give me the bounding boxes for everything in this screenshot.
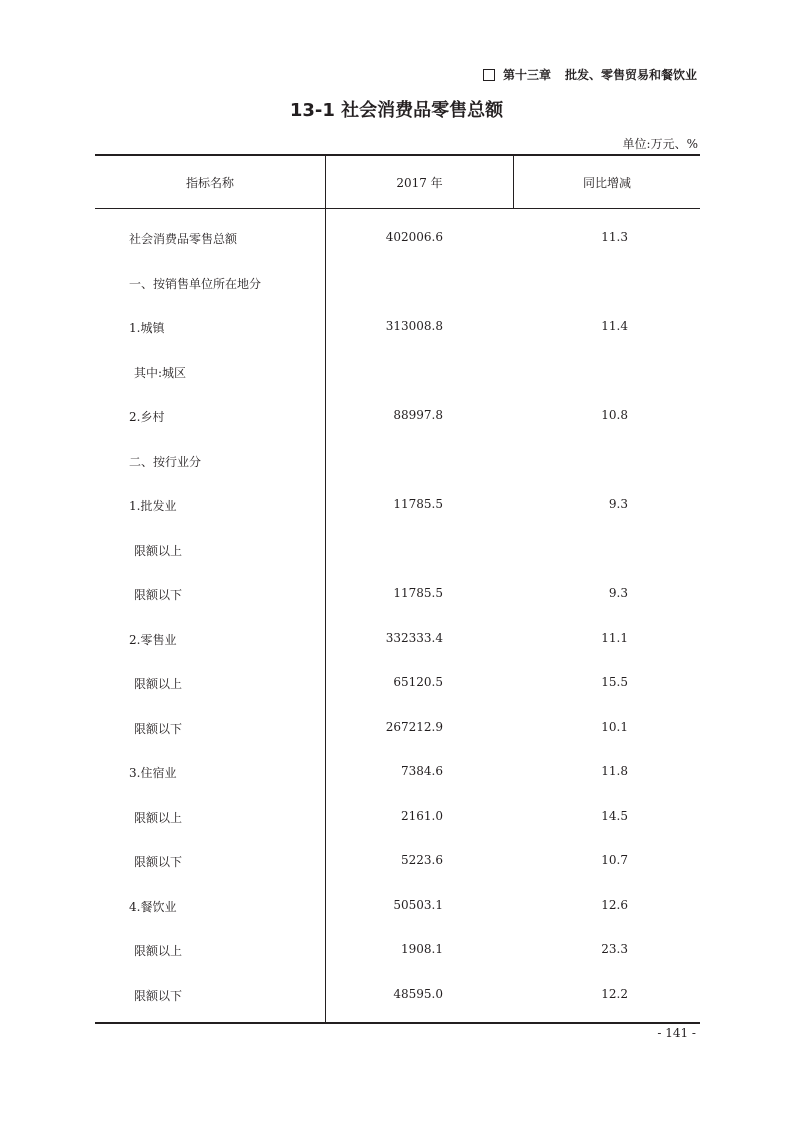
row-indicator-name: 2.乡村 — [129, 410, 165, 424]
row-indicator-name: 限额以上 — [134, 944, 183, 958]
row-indicator-name: 限额以下 — [134, 721, 183, 736]
row-value-yoy: 10.1 — [601, 719, 628, 734]
row-value-yoy: 14.5 — [601, 808, 628, 823]
row-value-yoy: 12.2 — [601, 986, 628, 1001]
table-row — [95, 809, 700, 829]
row-indicator-name: 限额以下 — [134, 855, 183, 869]
row-value-yoy: 11.8 — [601, 764, 628, 778]
row-indicator-name: 限额以上 — [134, 810, 183, 825]
row-value-2017: 11785.5 — [393, 497, 443, 511]
row-value-2017: 11785.5 — [393, 586, 443, 600]
row-indicator-name: 4.餐饮业 — [129, 899, 177, 914]
table-row — [95, 853, 700, 873]
table-row — [95, 942, 700, 962]
table-row — [95, 631, 700, 651]
row-value-yoy: 15.5 — [601, 675, 628, 689]
table-row — [95, 898, 700, 918]
row-value-2017: 5223.6 — [401, 853, 443, 867]
row-value-2017: 88997.8 — [393, 408, 443, 422]
row-value-2017: 332333.4 — [385, 630, 443, 645]
table-row — [95, 319, 700, 339]
chapter-header — [483, 66, 697, 83]
row-indicator-name: 限额以上 — [134, 677, 183, 691]
row-indicator-name: 1.城镇 — [129, 321, 165, 335]
table-top-rule — [95, 154, 700, 156]
row-value-yoy: 11.4 — [601, 319, 628, 333]
row-indicator-name: 3.住宿业 — [129, 766, 177, 780]
table-row — [95, 987, 700, 1007]
row-value-2017: 2161.0 — [401, 808, 443, 823]
table-row — [95, 764, 700, 784]
row-indicator-name: 二、按行业分 — [129, 454, 202, 469]
table-row — [95, 586, 700, 606]
row-value-yoy: 12.6 — [601, 897, 628, 912]
row-indicator-name: 限额以上 — [134, 543, 183, 558]
page-title: 13-1 社会消费品零售总额 — [289, 100, 504, 121]
row-indicator-name: 2.零售业 — [129, 632, 177, 647]
column-header-indicator: 指标名称 — [185, 176, 234, 190]
page-number: - 141 - — [657, 1026, 696, 1040]
row-indicator-name: 限额以下 — [134, 988, 183, 1003]
row-value-yoy: 23.3 — [601, 942, 628, 956]
row-value-yoy: 10.7 — [601, 853, 628, 867]
table-header-rule — [95, 208, 700, 209]
row-value-2017: 48595.0 — [393, 986, 443, 1001]
row-indicator-name: 社会消费品零售总额 — [129, 232, 238, 246]
unit-label: 单位:万元、% — [622, 137, 698, 151]
row-indicator-name: 限额以下 — [134, 588, 183, 602]
row-value-yoy: 10.8 — [601, 408, 628, 422]
row-indicator-name: 1.批发业 — [129, 499, 177, 513]
row-indicator-name: 一、按销售单位所在地分 — [129, 276, 262, 291]
row-value-2017: 65120.5 — [393, 675, 443, 689]
table-row — [95, 364, 700, 384]
table-row — [95, 720, 700, 740]
row-indicator-name: 其中:城区 — [134, 365, 187, 380]
row-value-2017: 50503.1 — [393, 897, 443, 912]
row-value-2017: 313008.8 — [385, 319, 443, 333]
table-row — [95, 542, 700, 562]
column-header-yoy: 同比增减 — [582, 176, 631, 190]
row-value-yoy: 11.3 — [601, 230, 628, 244]
row-value-yoy: 9.3 — [608, 586, 628, 600]
table-row — [95, 497, 700, 517]
row-value-yoy: 9.3 — [608, 497, 628, 511]
row-value-yoy: 11.1 — [601, 630, 628, 645]
row-value-2017: 402006.6 — [385, 230, 443, 244]
table-row — [95, 675, 700, 695]
table-row — [95, 453, 700, 473]
row-value-2017: 7384.6 — [401, 764, 443, 778]
table-row — [95, 408, 700, 428]
row-value-2017: 1908.1 — [401, 942, 443, 956]
table-bottom-rule — [95, 1022, 700, 1024]
table-row — [95, 230, 700, 250]
column-header-2017: 2017 年 — [396, 176, 443, 190]
row-value-2017: 267212.9 — [385, 719, 443, 734]
chapter-label: 第十三章 — [502, 68, 551, 82]
part-label: 批发、零售贸易和餐饮业 — [564, 68, 697, 82]
table-row — [95, 275, 700, 295]
square-icon — [483, 69, 495, 81]
